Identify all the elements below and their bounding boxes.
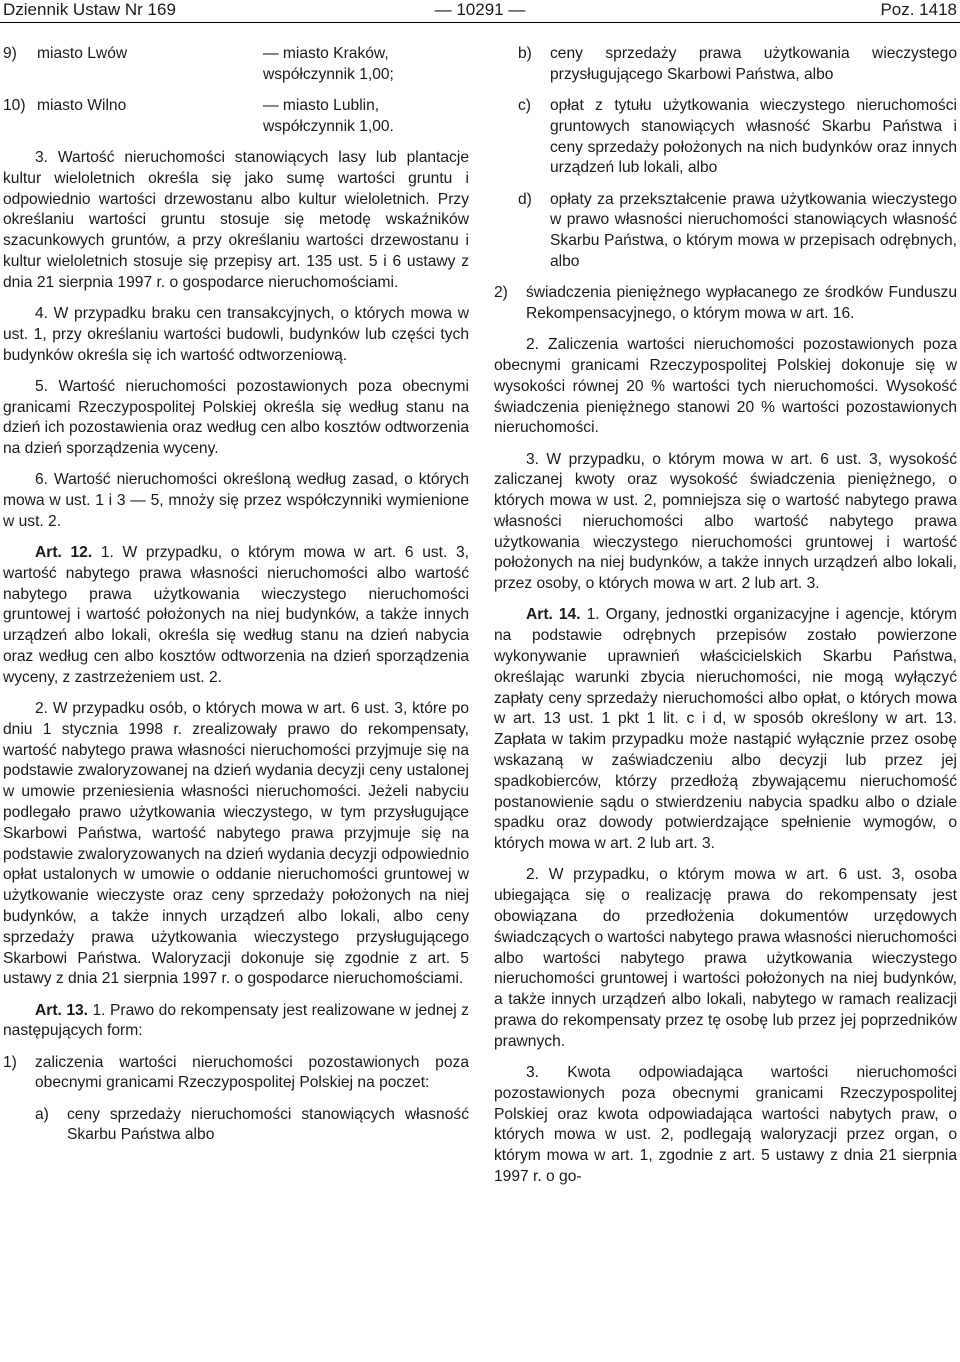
- article-13: [3, 1001, 469, 1043]
- article-text: 1. Organy, jednostki organizacyjne i agencje, którym na podstawie odrębnych przepisów zostało powierzone wykonywanie uprawnień właścicielskich Skarbu Państwa, określając warunki zbycia nieruchomości, nie mogą wyłączyć zapłaty ceny sprzedaży nieruchomości albo opłat, o których mowa w art. 13 ust. 1 pkt 1 lit. c i d, w sposób określony w art. 13. Zapłata w takim przypadku może nastąpić wyłącznie przez osobę wskazaną w zaświadczeniu albo decyzji lub przez jej spadkobierców, którzy przedłożą zbywającemu nieruchomość postanowienie sądu o stwierdzeniu nabycia spadku albo o dziale spadku oraz dowody potwierdzające spełnienie wymogów, o których mowa w art. 2 lub art. 3.: [494, 606, 957, 853]
- enum-item: [494, 283, 957, 325]
- sub-letter: d): [518, 190, 532, 208]
- journal-title: Dziennik Ustaw Nr 169: [3, 0, 176, 19]
- paragraph: 5. Wartość nieruchomości pozostawionych poza obecnymi granicami Rzeczypospolitej Polskiej określa się według stanu na dzień ich pozostawienia oraz według cen albo kosztów odtworzenia na dzień sporządzenia wyceny.: [3, 377, 469, 458]
- position-number: Poz. 1418: [880, 0, 957, 19]
- city-name: miasto Lwów: [37, 45, 128, 62]
- list-number: 10): [3, 96, 26, 114]
- sub-letter: c): [518, 96, 531, 114]
- enum-text: zaliczenia wartości nieruchomości pozostawionych poza obecnymi granicami Rzeczypospolitej Polskiej na poczet:: [35, 1053, 469, 1092]
- sub-item: [494, 96, 957, 179]
- enum-number: 1): [3, 1053, 17, 1071]
- sub-letter: a): [35, 1105, 49, 1123]
- city-list-item: [3, 96, 469, 138]
- article-14: [494, 605, 957, 855]
- sub-item: [494, 190, 957, 273]
- sub-item: [3, 1105, 469, 1147]
- target-city: — miasto Lublin, współczynnik 1,00.: [263, 96, 394, 135]
- enum-item: [3, 1053, 469, 1095]
- left-column: [3, 44, 469, 1157]
- article-label: Art. 14.: [526, 606, 581, 624]
- article-12: [3, 543, 469, 689]
- sub-text: opłaty za przekształcenie prawa użytkowania wieczystego w prawo własności nieruchomości stanowiących własność Skarbu Państwa, o którym mowa w przepisach odrębnych, albo: [550, 190, 957, 270]
- enum-number: 2): [494, 284, 508, 302]
- list-number: 9): [3, 45, 17, 62]
- target-city: — miasto Kraków, współczynnik 1,00;: [263, 45, 394, 83]
- article-label: Art. 12.: [35, 544, 93, 562]
- paragraph: 4. W przypadku braku cen transakcyjnych, o których mowa w ust. 1, przy określaniu wartości budowli, budynków lub części tych budynków określa się ich wartość odtworzeniową.: [3, 304, 469, 364]
- paragraph: 6. Wartość nieruchomości określoną według zasad, o których mowa w ust. 1 i 3 — 5, mnoży się przez współczynniki wymienione w ust. 2.: [3, 471, 469, 530]
- header-divider: [0, 22, 960, 23]
- paragraph: 2. W przypadku, o którym mowa w art. 6 ust. 3, osoba ubiegająca się o realizację prawa do rekompensaty jest obowiązana do przedłożenia dokumentów urzędowych świadczących o wartości nabytego prawa własności nieruchomości albo wartości nabytego prawa użytkowania wieczystego nieruchomości gruntowej i wartości położonych na niej budynków, a także innych urządzeń albo lokali, nabytego w ramach realizacji prawa do rekompensaty przez tę osobę lub przez jej poprzedników prawnych.: [494, 866, 957, 1050]
- paragraph: 3. Wartość nieruchomości stanowiących lasy lub plantacje kultur wieloletnich określa się jako sumę wartości gruntu i odpowiednio wartości drzewostanu albo kultur wieloletnich. Przy określaniu wartości gruntu stosuje się metodę wskaźników szacunkowych gruntów, a przy określaniu wartości drzewostanu i kultur wieloletnich stosuje się przepisy art. 135 ust. 5 i 6 ustawy z dnia 21 sierpnia 1997 r. o gospodarce nieruchomościami.: [3, 148, 469, 291]
- article-text: 1. W przypadku, o którym mowa w art. 6 ust. 3, wartość nabytego prawa własności nieruchomości albo wartość nabytego prawa użytkowania wieczystego nieruchomości gruntowej i wartość położonych na niej budynków, a także innych urządzeń albo lokali, określa się według stanu na dzień nabycia oraz według cen albo kosztów odtworzenia na dzień sporządzenia wyceny, z zastrzeżeniem ust. 2.: [3, 544, 469, 686]
- paragraph: 2. Zaliczenia wartości nieruchomości pozostawionych poza obecnymi granicami Rzeczypospolitej Polskiej dokonuje się w wysokości równej 20 % wartości tych nieruchomości. Wysokość świadczenia pieniężnego stanowi 20 % wartości pozostawionych nieruchomości.: [494, 336, 957, 437]
- paragraph: 3. Kwota odpowiadająca wartości nieruchomości pozostawionych poza obecnymi granicami Rzeczypospolitej Polskiej oraz kwota odpowiadająca wartości nabytych praw, o których mowa w ust. 2, podlegają waloryzacji przez organ, o którym mowa w art. 1, zgodnie z art. 5 ustawy z dnia 21 sierpnia 1997 r. o go-: [494, 1063, 957, 1185]
- article-text: 1. Prawo do rekompensaty jest realizowane w jednej z następujących form:: [3, 1001, 469, 1040]
- right-column: [494, 44, 957, 1198]
- sub-item: [494, 44, 957, 86]
- city-name: miasto Wilno: [37, 96, 127, 114]
- page-number: — 10291 —: [434, 0, 526, 19]
- sub-letter: b): [518, 45, 532, 62]
- paragraph: 3. W przypadku, o którym mowa w art. 6 ust. 3, wysokość zaliczanej kwoty oraz wysokość świadczenia pieniężnego, o których mowa w ust. 2, pomniejsza się o wartość nabytego prawa własności nieruchomości albo wartość nabytego prawa użytkowania wieczystego nieruchomości gruntowej i wartość położonych na niej budynków, a także innych urządzeń albo lokali, przez osoby, o których mowa w art. 2 lub art. 3.: [494, 450, 957, 593]
- paragraph: 2. W przypadku osób, o których mowa w art. 6 ust. 3, które po dniu 1 stycznia 1998 r. zrealizowały prawo do rekompensaty, wartość nabytego prawa własności nieruchomości przyjmuje się na podstawie zwaloryzowanej na dzień wydania decyzji ceny ustalonej w umowie przeniesienia własności nieruchomości. Jeżeli nabyciu podlegało prawo użytkowania wieczystego, w tym przysługujące Skarbowi Państwa, wartość nabytego prawa przyjmuje się na podstawie zwaloryzowanych na dzień wydania decyzji odpowiednio opłat ustalonych w umowie o oddanie nieruchomości gruntowej w użytkowanie wieczyste oraz ceny sprzedaży położonych na niej budynków, a także innych urządzeń albo lokali, albo ceny sprzedaży prawa użytkowania wieczystego przysługującego Skarbowi Państwa. Waloryzacji dokonuje się zgodnie z art. 5 ustawy z dnia 21 sierpnia 1997 r. o gospodarce nieruchomościami.: [3, 700, 469, 988]
- sub-text: ceny sprzedaży nieruchomości stanowiących własność Skarbu Państwa albo: [67, 1105, 469, 1144]
- enum-text: świadczenia pieniężnego wypłacanego ze środków Funduszu Rekompensacyjnego, o którym mowa w art. 16.: [526, 284, 957, 322]
- sub-text: ceny sprzedaży prawa użytkowania wieczystego przysługującego Skarbowi Państwa, albo: [550, 45, 957, 83]
- city-list-item: [3, 44, 469, 86]
- page-header: [0, 0, 960, 24]
- article-label: Art. 13.: [35, 1001, 89, 1019]
- sub-text: opłat z tytułu użytkowania wieczystego nieruchomości gruntowych stanowiących własność Skarbu Państwa i ceny sprzedaży położonych na nich budynków oraz innych urządzeń lub lokali, albo: [550, 96, 957, 177]
